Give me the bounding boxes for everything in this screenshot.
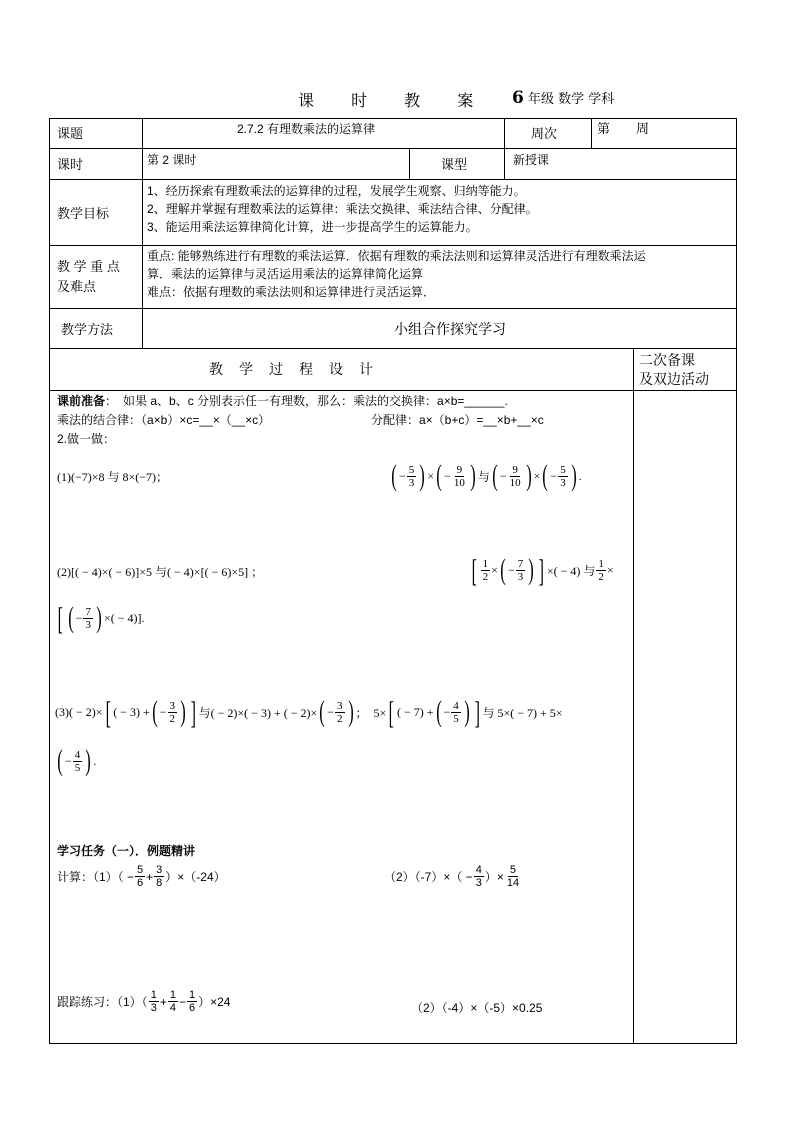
type-label: 课型 (441, 157, 468, 172)
key-line-3: 难点：依据有理数的乘法法则和运算律进行灵活运算． (147, 285, 436, 299)
table-border-left (49, 118, 50, 1044)
q2-second-line: [ ( − $\frac{7}{3}$ ) ×( − 4)]. (57, 600, 145, 636)
try-label: 2.做一做： (57, 432, 116, 446)
grade-number: 6 (512, 88, 524, 108)
fraction: $\frac{7}{3}$ (517, 557, 524, 583)
row-divider (49, 179, 737, 180)
q1-right: ( − $\frac{5}{3}$ ) × ( − $\frac{9}{10}$ ) 与 ( − $\frac{9}{10}$ ) × ( − $\frac{5}{3}$ ) . (391, 459, 582, 492)
prep-text: ： 如果 a、b、c 分别表示任一有理数，那么：乘法的交换律：a×b=______. (105, 394, 508, 408)
type-value: 新授课 (513, 153, 550, 167)
page-title-row (0, 88, 794, 110)
topic-label: 课题 (57, 126, 84, 141)
goal-line-2: 2、理解并掌握有理数乘法的运算律：乘法交换律、乘法结合律、分配律。 (147, 202, 538, 216)
dist-line: 分配律：a×（b+c）=__×b+__×c (371, 413, 544, 427)
fraction: $\frac{4}{5}$ (74, 748, 81, 774)
col-divider (591, 118, 592, 148)
fraction: $\frac{1}{2}$ (598, 557, 604, 583)
fraction: $\frac{5}{3}$ (560, 463, 566, 489)
topic-value: 2.7.2 有理数乘法的运算律 (237, 122, 376, 136)
grade-subject (512, 88, 614, 108)
goal-line-3: 3、能运用乘法运算律简化计算，进一步提高学生的运算能力。 (147, 220, 478, 234)
side-label-2: 及双边活动 (639, 371, 709, 387)
week-label: 周次 (531, 126, 558, 141)
row-divider (49, 308, 737, 309)
lesson-plan-table (49, 118, 737, 1044)
goal-label: 教学目标 (57, 206, 110, 221)
task-title: 学习任务（一）．例题精讲 (57, 844, 196, 858)
paren-open: ( (391, 459, 397, 492)
key-line-1: 重点: 能够熟练进行有理数的乘法运算．依据有理数的乘法法则和运算律灵活进行有理数乘法运 (147, 249, 646, 263)
calc-2: （2）（-7）×（ − $\frac{4}{3}$ ）× $\frac{5}{14}$ (384, 864, 520, 889)
fraction: $\frac{1}{4}$ (169, 989, 176, 1014)
prep-label: 课前准备 (57, 394, 106, 408)
fraction: $\frac{3}{2}$ (337, 699, 343, 725)
page-title: 课 时 教 案 (298, 91, 490, 110)
prep-line (57, 392, 508, 410)
follow-1: 跟踪练习：（1）（ $\frac{1}{3}$ + $\frac{1}{4}$ − $\frac{1}{6}$ ）×24 (57, 989, 231, 1014)
fraction: $\frac{1}{6}$ (188, 989, 196, 1014)
fraction: $\frac{9}{10}$ (509, 463, 521, 489)
fraction: $\frac{3}{2}$ (169, 699, 175, 725)
week-value: 第 周 (597, 121, 650, 136)
row-divider (49, 245, 737, 246)
fraction: $\frac{5}{14}$ (506, 864, 520, 889)
q2-right: [ $\frac{1}{2}$ × ( − $\frac{7}{3}$ ) ] ×( − 4) 与 $\frac{1}{2}$ × (471, 552, 614, 588)
col-divider (504, 148, 505, 179)
table-border-top (49, 118, 737, 119)
row-divider (49, 148, 737, 149)
period-label: 课时 (57, 157, 84, 172)
col-divider (504, 118, 505, 148)
q3-second-line: ( − $\frac{4}{5}$ ) . (57, 744, 97, 777)
fraction: $\frac{9}{10}$ (453, 463, 465, 489)
fraction: $\frac{7}{3}$ (85, 605, 91, 631)
fraction: $\frac{1}{2}$ (482, 557, 489, 583)
q1-left: (1)(−7)×8 与 8×(−7)； (57, 470, 169, 484)
calc-1: 计算：（1）（ − $\frac{5}{6}$ + $\frac{3}{8}$ ）×（-24） (57, 864, 226, 889)
side-label-1: 二次备课 (639, 352, 695, 368)
process-label: 教 学 过 程 设 计 (209, 361, 374, 377)
col-divider (142, 118, 143, 348)
q3-line: (3)( − 2)× [ ( − 3) + ( − $\frac{3}{2}$ ) ] 与( − 2)×( − 3) + ( − 2)× ( − $\frac{3}{2}$ ) ； 5× [ ( − 7) + ( − $\frac{4}{5}$ ) ] 与 5×( − 7) + 5× (55, 694, 563, 730)
goal-line-1: 1、经历探索有理数乘法的运算律的过程，发展学生观察、归纳等能力。 (147, 184, 526, 198)
fraction: $\frac{4}{5}$ (453, 699, 459, 725)
key-label-1: 教 学 重 点 (57, 259, 120, 274)
method-label: 教学方法 (61, 322, 114, 337)
period-value: 第 2 课时 (147, 153, 197, 167)
fraction: $\frac{3}{8}$ (156, 864, 163, 889)
method-value: 小组合作探究学习 (394, 321, 506, 337)
col-divider (633, 348, 634, 1044)
fraction: $\frac{4}{3}$ (475, 864, 482, 889)
assoc-line: 乘法的结合律：（a×b）×c=__×（__×c） (57, 413, 271, 427)
key-line-2: 算．乘法的运算律与灵活运用乘法的运算律简化运算 (147, 267, 424, 281)
fraction: $\frac{5}{6}$ (137, 864, 144, 889)
key-label-2: 及难点 (57, 279, 97, 294)
q2-left: (2)[( − 4)×( − 6)]×5 与( − 4)×[( − 6)×5] ； (57, 565, 264, 579)
grade-subject-text: 年级 数学 学科 (527, 92, 615, 107)
table-border-right (736, 118, 737, 1044)
fraction: $\frac{1}{3}$ (150, 989, 157, 1014)
col-divider (409, 148, 410, 179)
follow-2: （2）（-4）×（-5）×0.25 (411, 1001, 543, 1015)
fraction: $\frac{5}{3}$ (408, 463, 415, 489)
